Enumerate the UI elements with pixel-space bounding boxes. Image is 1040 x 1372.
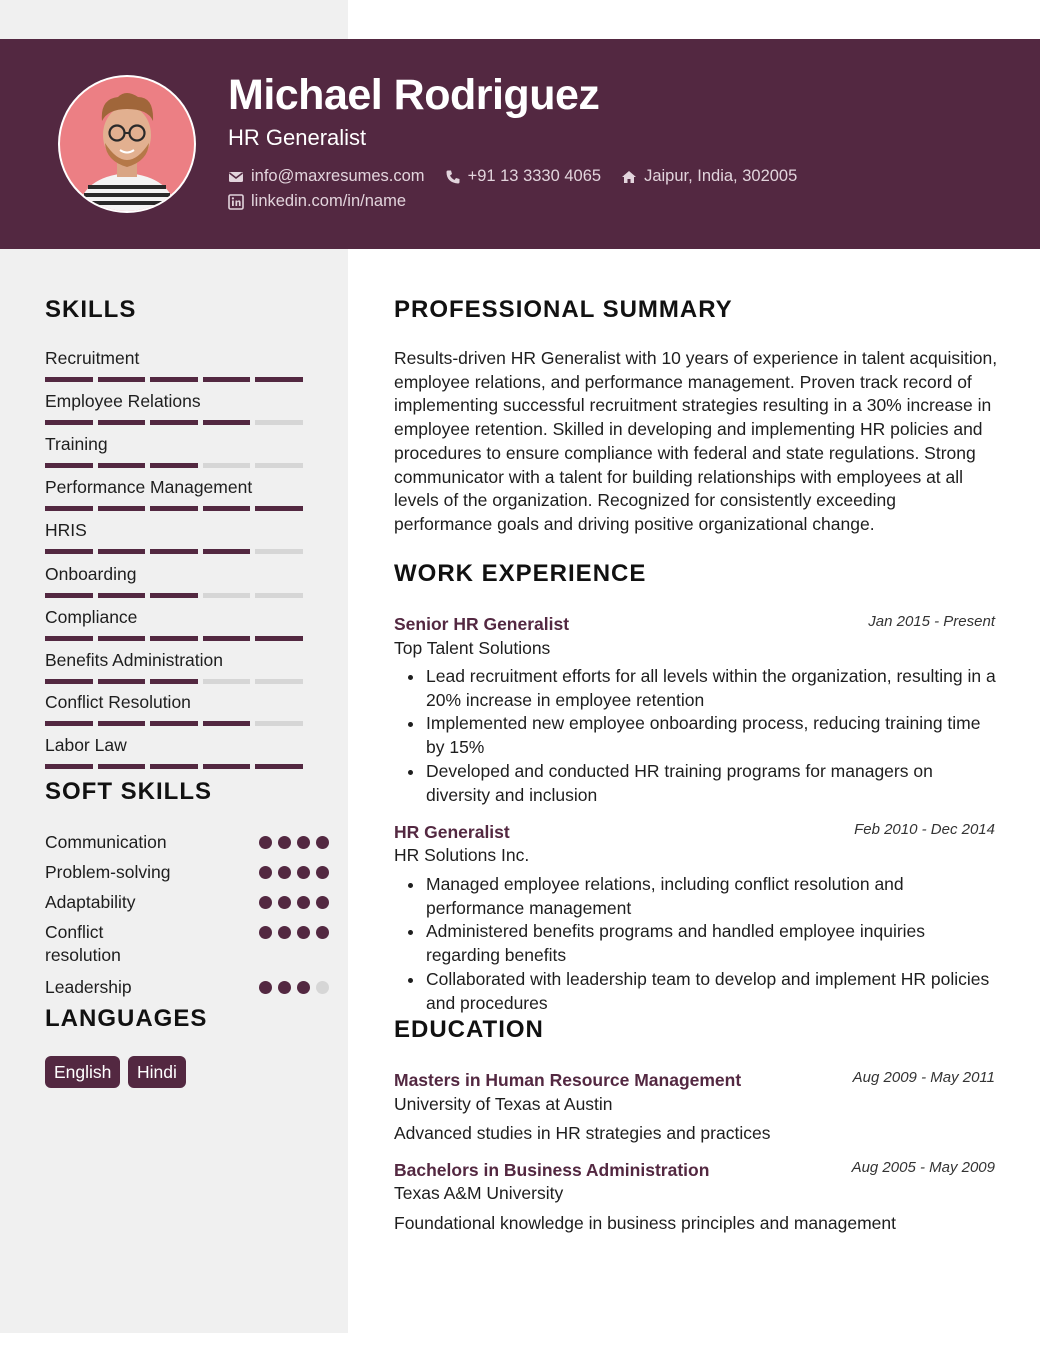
- skill-level-bar: [45, 506, 303, 511]
- skill-level-segment: [255, 506, 303, 511]
- rating-dot: [259, 981, 272, 994]
- skill-level-segment: [45, 764, 93, 769]
- job-bullet: Developed and conducted HR training programs for managers on diversity and inclusion: [426, 760, 1001, 807]
- rating-dot: [316, 836, 329, 849]
- rating-dot: [297, 896, 310, 909]
- skill-level-bar: [45, 549, 303, 554]
- skill-level-segment: [150, 721, 198, 726]
- contact-phone[interactable]: [445, 167, 602, 186]
- languages-heading: LANGUAGES: [45, 1005, 208, 1032]
- soft-skill-label: Problem-solving: [45, 862, 171, 882]
- skill-item: [45, 607, 303, 641]
- rating-dot: [297, 926, 310, 939]
- skill-level-bar: [45, 420, 303, 425]
- skill-label: Benefits Administration: [45, 650, 224, 670]
- edu-description: Foundational knowledge in business principles and management: [394, 1213, 896, 1233]
- soft-skill-label: Communication: [45, 832, 167, 852]
- skill-label: Employee Relations: [45, 391, 201, 411]
- skill-level-segment: [255, 636, 303, 641]
- rating-dot: [316, 896, 329, 909]
- skill-level-segment: [98, 463, 146, 468]
- skill-level-segment: [45, 506, 93, 511]
- skills-heading: SKILLS: [45, 296, 137, 323]
- avatar: [58, 75, 196, 213]
- skill-level-segment: [98, 636, 146, 641]
- skill-level-segment: [45, 679, 93, 684]
- skill-level-bar: [45, 636, 303, 641]
- job-bullets: [426, 665, 1001, 807]
- skill-level-bar: [45, 463, 303, 468]
- soft-skill-rating: [259, 836, 329, 849]
- language-badge-hindi: Hindi: [128, 1056, 186, 1088]
- edu-school: Texas A&M University: [394, 1183, 564, 1203]
- skill-level-segment: [150, 377, 198, 382]
- skill-level-segment: [98, 593, 146, 598]
- skill-level-segment: [98, 549, 146, 554]
- edu-degree: Bachelors in Business Administration: [394, 1160, 710, 1180]
- skill-level-segment: [203, 549, 251, 554]
- skill-level-segment: [150, 679, 198, 684]
- contact-row: [228, 167, 817, 186]
- skill-level-segment: [150, 463, 198, 468]
- soft-skill-rating: [259, 896, 329, 909]
- rating-dot: [278, 981, 291, 994]
- job-bullet: Collaborated with leadership team to develop and implement HR policies and procedures: [426, 968, 1001, 1015]
- skill-level-segment: [98, 679, 146, 684]
- job-company: HR Solutions Inc.: [394, 845, 530, 865]
- skill-level-segment: [255, 764, 303, 769]
- job-company: Top Talent Solutions: [394, 638, 551, 658]
- skill-level-segment: [203, 721, 251, 726]
- language-badge-english: English: [45, 1056, 120, 1088]
- skill-level-bar: [45, 679, 303, 684]
- edu-description: Advanced studies in HR strategies and practices: [394, 1123, 771, 1143]
- skill-level-bar: [45, 764, 303, 769]
- rating-dot: [297, 836, 310, 849]
- phone-text: +91 13 3330 4065: [467, 167, 602, 185]
- contact-location: [621, 167, 797, 186]
- skill-level-segment: [150, 764, 198, 769]
- rating-dot: [297, 981, 310, 994]
- job-role: Senior HR Generalist: [394, 614, 570, 634]
- email-text: info@maxresumes.com: [251, 167, 425, 185]
- skill-level-segment: [150, 549, 198, 554]
- skill-level-segment: [203, 377, 251, 382]
- contact-linkedin[interactable]: [228, 192, 406, 211]
- rating-dot: [278, 836, 291, 849]
- rating-dot: [278, 896, 291, 909]
- skill-level-bar: [45, 721, 303, 726]
- skill-item: [45, 434, 303, 468]
- edu-dates: Aug 2009 - May 2011: [852, 1069, 995, 1086]
- skill-level-segment: [203, 420, 251, 425]
- rating-dot: [278, 926, 291, 939]
- skill-level-segment: [150, 593, 198, 598]
- skill-item: [45, 348, 303, 382]
- rating-dot: [316, 981, 329, 994]
- skill-item: [45, 692, 303, 726]
- education-heading: EDUCATION: [394, 1016, 544, 1043]
- skill-level-segment: [255, 679, 303, 684]
- skill-level-segment: [203, 764, 251, 769]
- edu-degree: Masters in Human Resource Management: [394, 1070, 742, 1090]
- summary-text: Results-driven HR Generalist with 10 years of experience in talent acquisition, employee relations, and performance management. Proven track record of implementing successful recruitment strategies resulting in a 30% increase in employee retention. Skilled in developing and implementing HR policies and procedures to ensure compliance with federal and state regulations. Strong communicator with a talent for building relationships with employees at all levels of the organization. Recognized for consistently exceeding performance goals and driving positive organizational change.: [394, 348, 998, 534]
- skill-item: [45, 735, 303, 769]
- skill-level-segment: [150, 420, 198, 425]
- soft-skills-heading: SOFT SKILLS: [45, 778, 212, 805]
- skill-level-segment: [203, 636, 251, 641]
- job-dates: Feb 2010 - Dec 2014: [854, 821, 995, 838]
- soft-skill-label: Conflict resolution: [45, 922, 121, 965]
- skill-level-segment: [203, 593, 251, 598]
- skill-level-bar: [45, 377, 303, 382]
- rating-dot: [297, 866, 310, 879]
- skill-level-segment: [98, 506, 146, 511]
- experience-heading: WORK EXPERIENCE: [394, 560, 647, 587]
- location-text: Jaipur, India, 302005: [644, 167, 798, 185]
- summary-heading: PROFESSIONAL SUMMARY: [394, 296, 733, 323]
- skill-level-segment: [255, 721, 303, 726]
- skill-level-segment: [45, 377, 93, 382]
- skill-level-segment: [98, 377, 146, 382]
- skill-level-segment: [255, 377, 303, 382]
- skill-label: Performance Management: [45, 477, 253, 497]
- rating-dot: [259, 926, 272, 939]
- job-bullet: Managed employee relations, including conflict resolution and performance management: [426, 873, 1001, 920]
- edu-dates: Aug 2005 - May 2009: [851, 1159, 995, 1176]
- phone-icon: [445, 169, 461, 185]
- rating-dot: [259, 836, 272, 849]
- rating-dot: [278, 866, 291, 879]
- home-icon: [621, 169, 637, 185]
- candidate-name: Michael Rodriguez: [228, 71, 600, 119]
- skill-item: [45, 650, 303, 684]
- skill-level-segment: [150, 636, 198, 641]
- skill-level-segment: [45, 463, 93, 468]
- skill-level-segment: [255, 420, 303, 425]
- skill-level-segment: [45, 636, 93, 641]
- skill-label: Recruitment: [45, 348, 140, 368]
- skill-label: Labor Law: [45, 735, 127, 755]
- skill-label: Compliance: [45, 607, 138, 627]
- skill-level-segment: [45, 721, 93, 726]
- skill-level-segment: [255, 463, 303, 468]
- job-bullet: Implemented new employee onboarding process, reducing training time by 15%: [426, 712, 1001, 759]
- skill-level-segment: [98, 420, 146, 425]
- skill-level-segment: [203, 506, 251, 511]
- rating-dot: [259, 866, 272, 879]
- soft-skill-rating: [259, 866, 329, 879]
- skill-item: [45, 391, 303, 425]
- soft-skill-rating: [259, 981, 329, 994]
- linkedin-icon: [228, 194, 244, 210]
- job-bullet: Administered benefits programs and handled employee inquiries regarding benefits: [426, 920, 1001, 967]
- profile-photo: [60, 77, 194, 211]
- soft-skill-label: Adaptability: [45, 892, 136, 912]
- skill-level-segment: [255, 593, 303, 598]
- job-bullets: [426, 873, 1001, 1015]
- rating-dot: [259, 896, 272, 909]
- skill-label: Onboarding: [45, 564, 137, 584]
- job-bullet: Lead recruitment efforts for all levels within the organization, resulting in a 20% increase in employee retention: [426, 665, 1001, 712]
- rating-dot: [316, 926, 329, 939]
- skill-level-bar: [45, 593, 303, 598]
- candidate-title: HR Generalist: [228, 125, 367, 150]
- linkedin-text: linkedin.com/in/name: [251, 192, 406, 210]
- skill-level-segment: [45, 420, 93, 425]
- skill-level-segment: [98, 721, 146, 726]
- rating-dot: [316, 866, 329, 879]
- skill-label: Training: [45, 434, 108, 454]
- skill-level-segment: [45, 593, 93, 598]
- job-role: HR Generalist: [394, 822, 510, 842]
- skill-level-segment: [203, 679, 251, 684]
- skill-level-segment: [203, 463, 251, 468]
- contact-row-2: [228, 192, 426, 211]
- skill-level-segment: [255, 549, 303, 554]
- skill-item: [45, 520, 303, 554]
- skill-level-segment: [150, 506, 198, 511]
- skill-label: Conflict Resolution: [45, 692, 191, 712]
- skill-item: [45, 564, 303, 598]
- edu-school: University of Texas at Austin: [394, 1094, 613, 1114]
- skill-label: HRIS: [45, 520, 87, 540]
- soft-skill-rating: [259, 926, 329, 939]
- resume-header: [0, 39, 1040, 249]
- soft-skill-label: Leadership: [45, 977, 132, 997]
- skill-level-segment: [45, 549, 93, 554]
- skill-item: [45, 477, 303, 511]
- skill-level-segment: [98, 764, 146, 769]
- envelope-icon: [228, 169, 244, 185]
- job-dates: Jan 2015 - Present: [868, 613, 995, 630]
- contact-email[interactable]: [228, 167, 425, 186]
